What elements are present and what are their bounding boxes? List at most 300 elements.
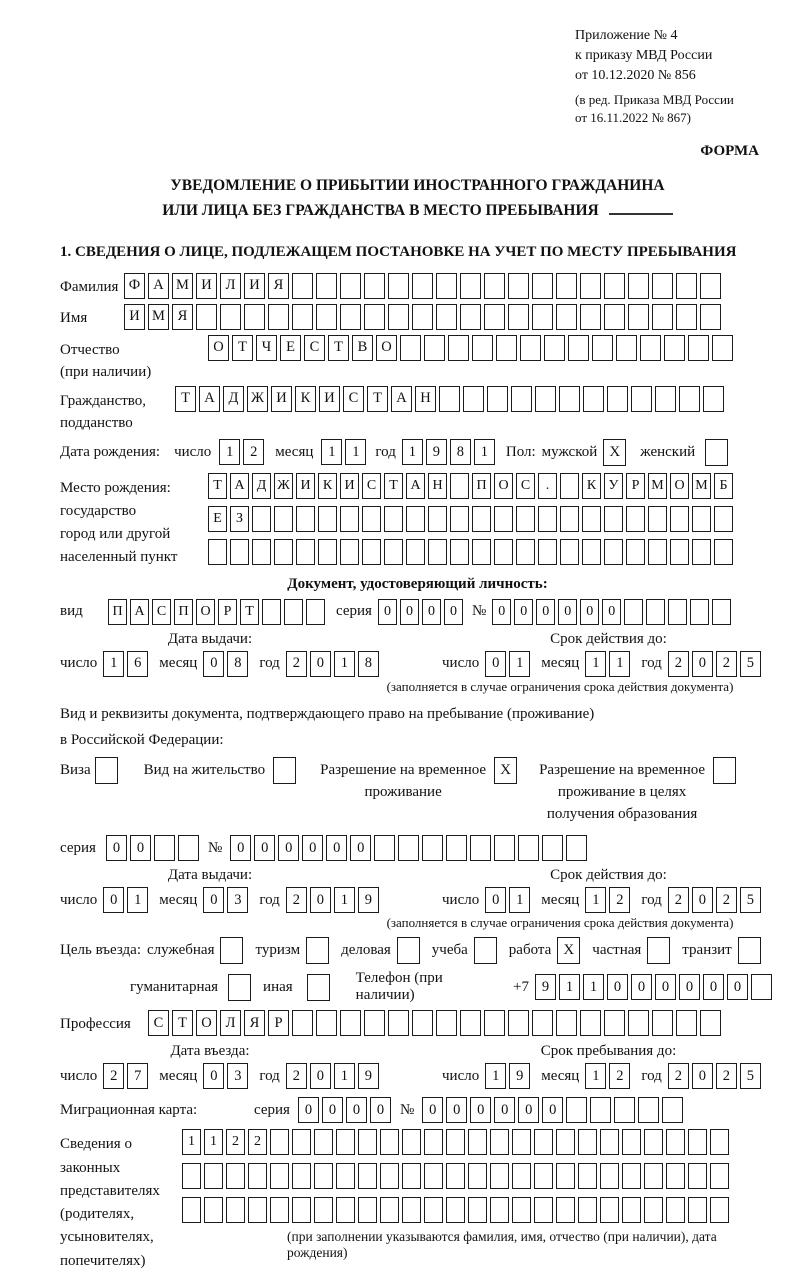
char-box[interactable]: О xyxy=(670,473,689,499)
char-box[interactable]: 6 xyxy=(127,651,148,677)
char-box[interactable] xyxy=(648,539,667,565)
char-box[interactable] xyxy=(604,1010,625,1036)
entry-year-boxes[interactable] xyxy=(286,1063,382,1089)
char-box[interactable]: 9 xyxy=(509,1063,530,1089)
char-box[interactable]: И xyxy=(244,273,265,299)
char-box[interactable]: 2 xyxy=(226,1129,245,1155)
char-box[interactable]: 0 xyxy=(203,887,224,913)
char-box[interactable]: 2 xyxy=(668,1063,689,1089)
char-box[interactable] xyxy=(582,539,601,565)
char-box[interactable]: 1 xyxy=(402,439,423,465)
char-box[interactable]: И xyxy=(124,304,145,330)
char-box[interactable] xyxy=(398,835,419,861)
char-box[interactable]: З xyxy=(230,506,249,532)
char-box[interactable] xyxy=(450,473,469,499)
char-box[interactable] xyxy=(532,273,553,299)
birthplace-boxes-line2[interactable] xyxy=(208,506,736,532)
char-box[interactable] xyxy=(512,1197,531,1223)
char-box[interactable]: И xyxy=(296,473,315,499)
char-box[interactable] xyxy=(182,1197,201,1223)
char-box[interactable] xyxy=(560,539,579,565)
purpose-humanitarian-checkbox[interactable] xyxy=(228,974,251,1001)
valid-year-boxes[interactable] xyxy=(668,651,764,677)
char-box[interactable]: 0 xyxy=(444,599,463,625)
char-box[interactable]: 1 xyxy=(334,1063,355,1089)
char-box[interactable] xyxy=(592,335,613,361)
char-box[interactable]: 1 xyxy=(103,651,124,677)
char-box[interactable]: С xyxy=(362,473,381,499)
char-box[interactable] xyxy=(364,273,385,299)
char-box[interactable] xyxy=(248,1197,267,1223)
char-box[interactable]: 1 xyxy=(474,439,495,465)
char-box[interactable] xyxy=(340,539,359,565)
char-box[interactable] xyxy=(692,539,711,565)
char-box[interactable]: Ж xyxy=(274,473,293,499)
char-box[interactable]: 0 xyxy=(203,1063,224,1089)
sex-male-checkbox[interactable]: X xyxy=(603,439,626,466)
char-box[interactable]: 1 xyxy=(345,439,366,465)
profession-boxes[interactable] xyxy=(148,1010,724,1036)
char-box[interactable]: Ф xyxy=(124,273,145,299)
char-box[interactable] xyxy=(578,1197,597,1223)
char-box[interactable] xyxy=(412,1010,433,1036)
char-box[interactable] xyxy=(652,273,673,299)
char-box[interactable]: М xyxy=(148,304,169,330)
char-box[interactable]: 0 xyxy=(400,599,419,625)
phone-boxes[interactable] xyxy=(535,974,775,1000)
char-box[interactable] xyxy=(424,335,445,361)
char-box[interactable]: Л xyxy=(220,1010,241,1036)
char-box[interactable] xyxy=(712,599,731,625)
char-box[interactable] xyxy=(560,473,579,499)
firstname-boxes[interactable] xyxy=(124,304,724,330)
char-box[interactable] xyxy=(679,386,700,412)
char-box[interactable] xyxy=(204,1163,223,1189)
char-box[interactable] xyxy=(178,835,199,861)
char-box[interactable]: 0 xyxy=(727,974,748,1000)
char-box[interactable]: М xyxy=(648,473,667,499)
issue-day-boxes[interactable] xyxy=(103,887,151,913)
purpose-official-checkbox[interactable] xyxy=(220,937,243,964)
char-box[interactable] xyxy=(182,1163,201,1189)
char-box[interactable]: 3 xyxy=(227,1063,248,1089)
char-box[interactable]: Б xyxy=(714,473,733,499)
char-box[interactable] xyxy=(626,539,645,565)
char-box[interactable] xyxy=(703,386,724,412)
char-box[interactable] xyxy=(544,335,565,361)
char-box[interactable] xyxy=(364,304,385,330)
char-box[interactable] xyxy=(644,1197,663,1223)
purpose-work-checkbox[interactable]: X xyxy=(557,937,580,964)
char-box[interactable] xyxy=(538,539,557,565)
char-box[interactable] xyxy=(534,1197,553,1223)
char-box[interactable] xyxy=(364,1010,385,1036)
char-box[interactable] xyxy=(690,599,709,625)
char-box[interactable] xyxy=(556,304,577,330)
char-box[interactable] xyxy=(384,506,403,532)
char-box[interactable]: 2 xyxy=(248,1129,267,1155)
char-box[interactable] xyxy=(316,304,337,330)
char-box[interactable]: 8 xyxy=(358,651,379,677)
char-box[interactable]: . xyxy=(538,473,557,499)
char-box[interactable]: А xyxy=(406,473,425,499)
char-box[interactable]: 9 xyxy=(535,974,556,1000)
char-box[interactable] xyxy=(622,1129,641,1155)
char-box[interactable] xyxy=(204,1197,223,1223)
char-box[interactable] xyxy=(274,539,293,565)
char-box[interactable] xyxy=(566,1097,587,1123)
char-box[interactable]: 2 xyxy=(609,1063,630,1089)
char-box[interactable] xyxy=(666,1197,685,1223)
char-box[interactable] xyxy=(700,273,721,299)
char-box[interactable] xyxy=(208,539,227,565)
char-box[interactable]: 0 xyxy=(278,835,299,861)
char-box[interactable] xyxy=(604,273,625,299)
char-box[interactable]: О xyxy=(196,599,215,625)
char-box[interactable]: 2 xyxy=(668,651,689,677)
char-box[interactable]: Р xyxy=(218,599,237,625)
char-box[interactable]: П xyxy=(108,599,127,625)
char-box[interactable] xyxy=(700,1010,721,1036)
char-box[interactable] xyxy=(284,599,303,625)
char-box[interactable] xyxy=(318,539,337,565)
char-box[interactable]: Р xyxy=(268,1010,289,1036)
char-box[interactable] xyxy=(336,1163,355,1189)
char-box[interactable]: 0 xyxy=(326,835,347,861)
char-box[interactable]: 1 xyxy=(585,651,606,677)
char-box[interactable]: 0 xyxy=(310,887,331,913)
char-box[interactable]: К xyxy=(582,473,601,499)
char-box[interactable] xyxy=(268,304,289,330)
residence-permit-checkbox[interactable] xyxy=(273,757,296,784)
char-box[interactable] xyxy=(710,1163,729,1189)
char-box[interactable] xyxy=(362,506,381,532)
issue-month-boxes[interactable] xyxy=(203,651,251,677)
char-box[interactable] xyxy=(270,1197,289,1223)
char-box[interactable] xyxy=(534,1129,553,1155)
birth-day-boxes[interactable] xyxy=(219,439,267,465)
char-box[interactable]: 0 xyxy=(536,599,555,625)
char-box[interactable]: 1 xyxy=(509,651,530,677)
char-box[interactable] xyxy=(751,974,772,1000)
char-box[interactable] xyxy=(472,335,493,361)
char-box[interactable] xyxy=(631,386,652,412)
char-box[interactable] xyxy=(230,539,249,565)
char-box[interactable] xyxy=(508,304,529,330)
char-box[interactable]: О xyxy=(208,335,229,361)
char-box[interactable]: 0 xyxy=(494,1097,515,1123)
char-box[interactable] xyxy=(518,835,539,861)
char-box[interactable]: О xyxy=(376,335,397,361)
char-box[interactable] xyxy=(484,304,505,330)
char-box[interactable]: 5 xyxy=(740,887,761,913)
char-box[interactable] xyxy=(600,1197,619,1223)
char-box[interactable]: 0 xyxy=(518,1097,539,1123)
char-box[interactable] xyxy=(436,1010,457,1036)
char-box[interactable] xyxy=(520,335,541,361)
char-box[interactable]: 1 xyxy=(509,887,530,913)
char-box[interactable]: Т xyxy=(384,473,403,499)
char-box[interactable] xyxy=(468,1197,487,1223)
char-box[interactable] xyxy=(688,1197,707,1223)
char-box[interactable] xyxy=(406,539,425,565)
char-box[interactable] xyxy=(226,1163,245,1189)
char-box[interactable]: 0 xyxy=(679,974,700,1000)
char-box[interactable]: А xyxy=(130,599,149,625)
char-box[interactable]: Д xyxy=(223,386,244,412)
stay-day-boxes[interactable] xyxy=(485,1063,533,1089)
char-box[interactable] xyxy=(400,335,421,361)
char-box[interactable]: Я xyxy=(268,273,289,299)
char-box[interactable]: Д xyxy=(252,473,271,499)
char-box[interactable] xyxy=(424,1163,443,1189)
migration-card-series-boxes[interactable] xyxy=(298,1097,394,1123)
char-box[interactable]: 8 xyxy=(450,439,471,465)
char-box[interactable] xyxy=(534,1163,553,1189)
char-box[interactable] xyxy=(666,1129,685,1155)
char-box[interactable] xyxy=(402,1197,421,1223)
char-box[interactable] xyxy=(154,835,175,861)
char-box[interactable]: 1 xyxy=(321,439,342,465)
char-box[interactable]: 0 xyxy=(514,599,533,625)
char-box[interactable]: 7 xyxy=(127,1063,148,1089)
char-box[interactable]: Т xyxy=(232,335,253,361)
stay-month-boxes[interactable] xyxy=(585,1063,633,1089)
char-box[interactable]: 1 xyxy=(609,651,630,677)
char-box[interactable]: П xyxy=(472,473,491,499)
char-box[interactable] xyxy=(196,304,217,330)
char-box[interactable] xyxy=(628,273,649,299)
patronymic-boxes[interactable] xyxy=(208,335,736,361)
char-box[interactable]: 0 xyxy=(607,974,628,1000)
char-box[interactable] xyxy=(688,1163,707,1189)
char-box[interactable]: 0 xyxy=(302,835,323,861)
purpose-other-checkbox[interactable] xyxy=(307,974,330,1001)
char-box[interactable] xyxy=(578,1129,597,1155)
char-box[interactable] xyxy=(318,506,337,532)
char-box[interactable] xyxy=(388,1010,409,1036)
char-box[interactable] xyxy=(262,599,281,625)
char-box[interactable]: 0 xyxy=(631,974,652,1000)
char-box[interactable]: А xyxy=(148,273,169,299)
char-box[interactable] xyxy=(622,1163,641,1189)
char-box[interactable] xyxy=(644,1129,663,1155)
char-box[interactable] xyxy=(590,1097,611,1123)
char-box[interactable] xyxy=(556,1197,575,1223)
char-box[interactable]: 5 xyxy=(740,651,761,677)
char-box[interactable]: Т xyxy=(328,335,349,361)
char-box[interactable]: 1 xyxy=(559,974,580,1000)
char-box[interactable]: 1 xyxy=(127,887,148,913)
char-box[interactable] xyxy=(484,1010,505,1036)
char-box[interactable] xyxy=(472,539,491,565)
char-box[interactable] xyxy=(516,506,535,532)
char-box[interactable] xyxy=(490,1197,509,1223)
char-box[interactable] xyxy=(578,1163,597,1189)
birthplace-boxes-line1[interactable] xyxy=(208,473,736,499)
char-box[interactable] xyxy=(316,1010,337,1036)
char-box[interactable] xyxy=(340,304,361,330)
char-box[interactable] xyxy=(296,539,315,565)
char-box[interactable] xyxy=(340,506,359,532)
char-box[interactable]: 1 xyxy=(585,887,606,913)
char-box[interactable] xyxy=(270,1163,289,1189)
char-box[interactable]: Е xyxy=(208,506,227,532)
char-box[interactable]: 0 xyxy=(542,1097,563,1123)
char-box[interactable] xyxy=(535,386,556,412)
entry-month-boxes[interactable] xyxy=(203,1063,251,1089)
char-box[interactable] xyxy=(655,386,676,412)
char-box[interactable] xyxy=(422,835,443,861)
char-box[interactable] xyxy=(652,304,673,330)
valid-day-boxes[interactable] xyxy=(485,887,533,913)
issue-day-boxes[interactable] xyxy=(103,651,151,677)
legal-reps-boxes-line3[interactable] xyxy=(182,1197,775,1223)
char-box[interactable] xyxy=(710,1197,729,1223)
char-box[interactable]: 0 xyxy=(470,1097,491,1123)
char-box[interactable] xyxy=(380,1129,399,1155)
char-box[interactable]: 5 xyxy=(740,1063,761,1089)
char-box[interactable] xyxy=(604,539,623,565)
char-box[interactable]: К xyxy=(318,473,337,499)
char-box[interactable] xyxy=(292,1129,311,1155)
stay-doc-series-boxes[interactable] xyxy=(106,835,202,861)
char-box[interactable]: Н xyxy=(415,386,436,412)
char-box[interactable]: 0 xyxy=(558,599,577,625)
char-box[interactable] xyxy=(490,1129,509,1155)
char-box[interactable] xyxy=(292,1197,311,1223)
char-box[interactable] xyxy=(600,1163,619,1189)
valid-year-boxes[interactable] xyxy=(668,887,764,913)
char-box[interactable] xyxy=(446,1197,465,1223)
char-box[interactable] xyxy=(412,273,433,299)
char-box[interactable] xyxy=(412,304,433,330)
char-box[interactable]: 0 xyxy=(422,599,441,625)
char-box[interactable]: 2 xyxy=(716,651,737,677)
char-box[interactable] xyxy=(616,335,637,361)
char-box[interactable] xyxy=(314,1129,333,1155)
char-box[interactable]: 1 xyxy=(204,1129,223,1155)
temp-residence-education-checkbox[interactable] xyxy=(713,757,736,784)
char-box[interactable]: И xyxy=(196,273,217,299)
char-box[interactable]: 0 xyxy=(378,599,397,625)
id-doc-type-boxes[interactable] xyxy=(108,599,328,625)
char-box[interactable] xyxy=(314,1163,333,1189)
id-doc-number-boxes[interactable] xyxy=(492,599,734,625)
char-box[interactable] xyxy=(424,1197,443,1223)
purpose-tourism-checkbox[interactable] xyxy=(306,937,329,964)
char-box[interactable] xyxy=(494,506,513,532)
char-box[interactable] xyxy=(402,1129,421,1155)
char-box[interactable] xyxy=(468,1129,487,1155)
char-box[interactable]: 0 xyxy=(350,835,371,861)
char-box[interactable] xyxy=(700,304,721,330)
char-box[interactable] xyxy=(604,304,625,330)
char-box[interactable] xyxy=(532,304,553,330)
char-box[interactable] xyxy=(380,1197,399,1223)
char-box[interactable] xyxy=(490,1163,509,1189)
char-box[interactable]: У xyxy=(604,473,623,499)
char-box[interactable] xyxy=(628,1010,649,1036)
char-box[interactable] xyxy=(714,539,733,565)
char-box[interactable]: 0 xyxy=(130,835,151,861)
stay-doc-number-boxes[interactable] xyxy=(230,835,590,861)
char-box[interactable]: 0 xyxy=(692,651,713,677)
entry-day-boxes[interactable] xyxy=(103,1063,151,1089)
char-box[interactable]: 0 xyxy=(580,599,599,625)
char-box[interactable] xyxy=(252,506,271,532)
char-box[interactable]: 2 xyxy=(243,439,264,465)
char-box[interactable] xyxy=(496,335,517,361)
char-box[interactable]: Я xyxy=(244,1010,265,1036)
char-box[interactable]: С xyxy=(304,335,325,361)
char-box[interactable] xyxy=(487,386,508,412)
char-box[interactable] xyxy=(306,599,325,625)
char-box[interactable]: Р xyxy=(626,473,645,499)
char-box[interactable]: Т xyxy=(172,1010,193,1036)
char-box[interactable]: Т xyxy=(208,473,227,499)
char-box[interactable]: 0 xyxy=(492,599,511,625)
char-box[interactable]: 0 xyxy=(703,974,724,1000)
char-box[interactable] xyxy=(582,506,601,532)
char-box[interactable] xyxy=(604,506,623,532)
char-box[interactable] xyxy=(428,539,447,565)
char-box[interactable] xyxy=(450,539,469,565)
char-box[interactable]: С xyxy=(516,473,535,499)
char-box[interactable]: 0 xyxy=(103,887,124,913)
char-box[interactable] xyxy=(692,506,711,532)
legal-reps-boxes-line1[interactable] xyxy=(182,1129,775,1155)
char-box[interactable] xyxy=(624,599,643,625)
char-box[interactable] xyxy=(670,506,689,532)
char-box[interactable]: Н xyxy=(428,473,447,499)
char-box[interactable] xyxy=(388,273,409,299)
char-box[interactable] xyxy=(470,835,491,861)
char-box[interactable]: 1 xyxy=(485,1063,506,1089)
char-box[interactable] xyxy=(384,539,403,565)
char-box[interactable] xyxy=(296,506,315,532)
char-box[interactable]: 0 xyxy=(346,1097,367,1123)
char-box[interactable] xyxy=(450,506,469,532)
lastname-boxes[interactable] xyxy=(124,273,724,299)
char-box[interactable] xyxy=(244,304,265,330)
char-box[interactable] xyxy=(292,304,313,330)
char-box[interactable] xyxy=(448,335,469,361)
char-box[interactable]: 2 xyxy=(286,651,307,677)
valid-month-boxes[interactable] xyxy=(585,651,633,677)
char-box[interactable] xyxy=(644,1163,663,1189)
issue-year-boxes[interactable] xyxy=(286,651,382,677)
char-box[interactable] xyxy=(556,1010,577,1036)
char-box[interactable] xyxy=(362,539,381,565)
char-box[interactable] xyxy=(710,1129,729,1155)
char-box[interactable] xyxy=(406,506,425,532)
char-box[interactable] xyxy=(270,1129,289,1155)
char-box[interactable] xyxy=(580,1010,601,1036)
char-box[interactable] xyxy=(358,1129,377,1155)
char-box[interactable] xyxy=(668,599,687,625)
migration-card-number-boxes[interactable] xyxy=(422,1097,686,1123)
purpose-private-checkbox[interactable] xyxy=(647,937,670,964)
char-box[interactable]: 1 xyxy=(334,651,355,677)
char-box[interactable] xyxy=(314,1197,333,1223)
char-box[interactable]: И xyxy=(271,386,292,412)
char-box[interactable]: Л xyxy=(220,273,241,299)
char-box[interactable] xyxy=(446,1129,465,1155)
char-box[interactable] xyxy=(566,835,587,861)
char-box[interactable] xyxy=(446,835,467,861)
char-box[interactable]: 1 xyxy=(583,974,604,1000)
